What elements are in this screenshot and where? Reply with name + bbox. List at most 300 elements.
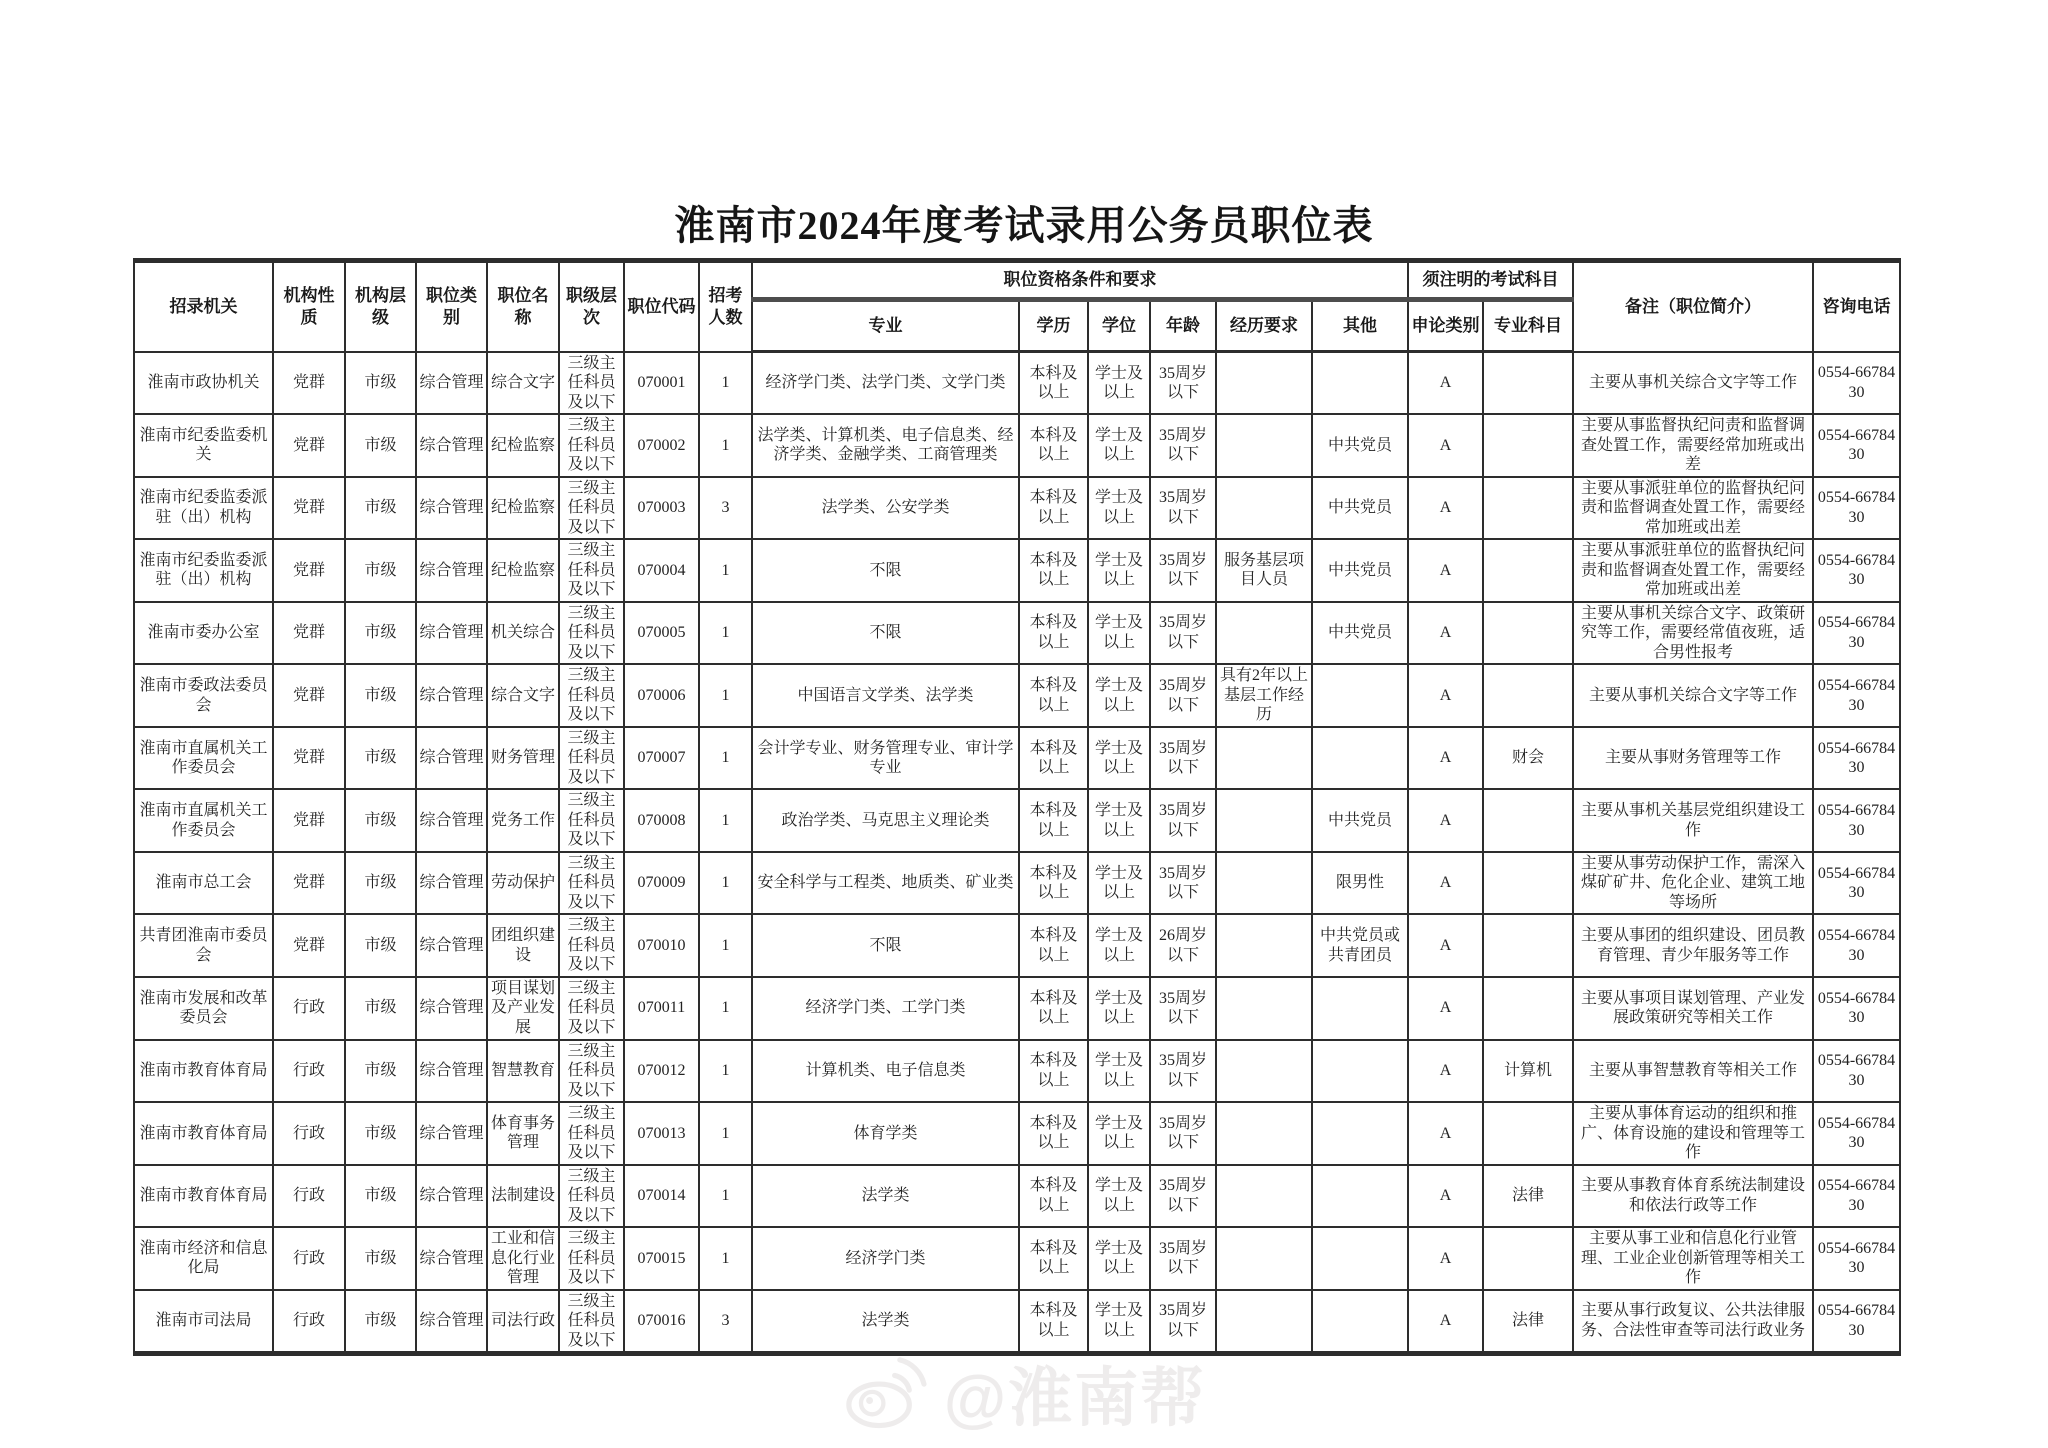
col-header-age: 年龄 <box>1150 300 1216 352</box>
cell-recruit-org: 淮南市教育体育局 <box>134 1165 273 1228</box>
cell-education: 本科及以上 <box>1019 977 1088 1040</box>
table-row <box>134 539 1900 602</box>
cell-professional-subject <box>1483 789 1573 852</box>
cell-phone: 0554-6678430 <box>1813 977 1900 1040</box>
cell-position-name: 综合文字 <box>487 664 559 727</box>
cell-position-name: 工业和信息化行业管理 <box>487 1227 559 1290</box>
cell-recruit-count: 1 <box>699 1165 752 1228</box>
col-header-org-nature: 机构性质 <box>273 261 345 352</box>
cell-recruit-count: 1 <box>699 539 752 602</box>
cell-degree: 学士及以上 <box>1088 852 1150 915</box>
cell-recruit-org: 淮南市委政法委员会 <box>134 664 273 727</box>
cell-position-name: 法制建设 <box>487 1165 559 1228</box>
cell-rank-level: 三级主任科员及以下 <box>559 1227 624 1290</box>
cell-phone: 0554-6678430 <box>1813 1290 1900 1354</box>
cell-major: 经济学门类、法学门类、文学门类 <box>752 352 1019 415</box>
col-header-experience: 经历要求 <box>1216 300 1312 352</box>
cell-position-category: 综合管理 <box>416 727 487 790</box>
cell-other <box>1312 727 1408 790</box>
cell-rank-level: 三级主任科员及以下 <box>559 539 624 602</box>
cell-org-level: 市级 <box>345 1102 416 1165</box>
cell-org-nature: 行政 <box>273 1040 345 1103</box>
cell-phone: 0554-6678430 <box>1813 602 1900 665</box>
cell-recruit-count: 1 <box>699 602 752 665</box>
cell-recruit-org: 淮南市总工会 <box>134 852 273 915</box>
cell-age: 35周岁以下 <box>1150 414 1216 477</box>
cell-org-level: 市级 <box>345 602 416 665</box>
cell-professional-subject: 法律 <box>1483 1165 1573 1228</box>
cell-position-category: 综合管理 <box>416 1165 487 1228</box>
cell-age: 35周岁以下 <box>1150 727 1216 790</box>
cell-experience <box>1216 414 1312 477</box>
cell-experience <box>1216 852 1312 915</box>
cell-other <box>1312 1290 1408 1354</box>
cell-remarks: 主要从事教育体育系统法制建设和依法行政等工作 <box>1573 1165 1813 1228</box>
cell-position-code: 070006 <box>624 664 699 727</box>
cell-other: 限男性 <box>1312 852 1408 915</box>
cell-major: 法学类 <box>752 1165 1019 1228</box>
cell-age: 35周岁以下 <box>1150 352 1216 415</box>
cell-degree: 学士及以上 <box>1088 539 1150 602</box>
cell-position-code: 070004 <box>624 539 699 602</box>
table-row <box>134 1102 1900 1165</box>
cell-degree: 学士及以上 <box>1088 1227 1150 1290</box>
cell-phone: 0554-6678430 <box>1813 477 1900 540</box>
cell-other: 中共党员 <box>1312 414 1408 477</box>
cell-recruit-count: 1 <box>699 414 752 477</box>
cell-recruit-count: 1 <box>699 1227 752 1290</box>
cell-essay-type: A <box>1408 1102 1483 1165</box>
cell-position-category: 综合管理 <box>416 852 487 915</box>
cell-education: 本科及以上 <box>1019 414 1088 477</box>
cell-position-name: 党务工作 <box>487 789 559 852</box>
cell-degree: 学士及以上 <box>1088 602 1150 665</box>
cell-org-level: 市级 <box>345 664 416 727</box>
cell-experience <box>1216 1290 1312 1354</box>
cell-professional-subject <box>1483 539 1573 602</box>
cell-position-code: 070005 <box>624 602 699 665</box>
cell-education: 本科及以上 <box>1019 1227 1088 1290</box>
cell-org-level: 市级 <box>345 1165 416 1228</box>
cell-position-code: 070010 <box>624 914 699 977</box>
cell-degree: 学士及以上 <box>1088 664 1150 727</box>
page-title: 淮南市2024年度考试录用公务员职位表 <box>674 203 1374 248</box>
cell-recruit-count: 1 <box>699 977 752 1040</box>
cell-other <box>1312 1165 1408 1228</box>
cell-position-name: 财务管理 <box>487 727 559 790</box>
cell-experience <box>1216 914 1312 977</box>
cell-remarks: 主要从事财务管理等工作 <box>1573 727 1813 790</box>
cell-major: 不限 <box>752 914 1019 977</box>
cell-experience <box>1216 727 1312 790</box>
cell-other <box>1312 664 1408 727</box>
cell-org-nature: 党群 <box>273 727 345 790</box>
cell-position-code: 070001 <box>624 352 699 415</box>
table-row <box>134 789 1900 852</box>
cell-position-category: 综合管理 <box>416 1102 487 1165</box>
cell-rank-level: 三级主任科员及以下 <box>559 789 624 852</box>
col-header-rank-level: 职级层次 <box>559 261 624 352</box>
cell-education: 本科及以上 <box>1019 727 1088 790</box>
cell-experience <box>1216 477 1312 540</box>
weibo-icon <box>842 1353 930 1434</box>
cell-rank-level: 三级主任科员及以下 <box>559 727 624 790</box>
cell-org-level: 市级 <box>345 414 416 477</box>
cell-org-nature: 行政 <box>273 1290 345 1354</box>
cell-major: 安全科学与工程类、地质类、矿业类 <box>752 852 1019 915</box>
cell-phone: 0554-6678430 <box>1813 727 1900 790</box>
cell-degree: 学士及以上 <box>1088 914 1150 977</box>
cell-org-nature: 党群 <box>273 664 345 727</box>
table-row <box>134 1227 1900 1290</box>
cell-position-code: 070003 <box>624 477 699 540</box>
cell-rank-level: 三级主任科员及以下 <box>559 977 624 1040</box>
cell-rank-level: 三级主任科员及以下 <box>559 1290 624 1354</box>
cell-position-name: 智慧教育 <box>487 1040 559 1103</box>
cell-professional-subject: 法律 <box>1483 1290 1573 1354</box>
cell-education: 本科及以上 <box>1019 789 1088 852</box>
cell-remarks: 主要从事体育运动的组织和推广、体育设施的建设和管理等工作 <box>1573 1102 1813 1165</box>
cell-experience <box>1216 789 1312 852</box>
cell-professional-subject <box>1483 477 1573 540</box>
cell-org-level: 市级 <box>345 352 416 415</box>
col-header-position-name: 职位名称 <box>487 261 559 352</box>
cell-position-category: 综合管理 <box>416 414 487 477</box>
cell-major: 政治学类、马克思主义理论类 <box>752 789 1019 852</box>
cell-remarks: 主要从事团的组织建设、团员教育管理、青少年服务等工作 <box>1573 914 1813 977</box>
cell-recruit-org: 淮南市经济和信息化局 <box>134 1227 273 1290</box>
cell-position-code: 070013 <box>624 1102 699 1165</box>
positions-table <box>133 258 1901 1356</box>
cell-degree: 学士及以上 <box>1088 352 1150 415</box>
col-header-remarks: 备注（职位简介） <box>1573 261 1813 352</box>
cell-recruit-org: 淮南市司法局 <box>134 1290 273 1354</box>
cell-other: 中共党员 <box>1312 789 1408 852</box>
cell-rank-level: 三级主任科员及以下 <box>559 414 624 477</box>
cell-degree: 学士及以上 <box>1088 414 1150 477</box>
cell-org-nature: 行政 <box>273 1102 345 1165</box>
cell-recruit-count: 1 <box>699 914 752 977</box>
watermark <box>0 1348 2048 1438</box>
cell-professional-subject <box>1483 1227 1573 1290</box>
cell-position-category: 综合管理 <box>416 1290 487 1354</box>
cell-professional-subject: 计算机 <box>1483 1040 1573 1103</box>
cell-recruit-org: 淮南市发展和改革委员会 <box>134 977 273 1040</box>
cell-remarks: 主要从事派驻单位的监督执纪问责和监督调查处置工作，需要经常加班或出差 <box>1573 477 1813 540</box>
cell-major: 法学类、公安学类 <box>752 477 1019 540</box>
cell-org-level: 市级 <box>345 1227 416 1290</box>
cell-essay-type: A <box>1408 539 1483 602</box>
cell-other: 中共党员 <box>1312 602 1408 665</box>
cell-degree: 学士及以上 <box>1088 1165 1150 1228</box>
cell-org-level: 市级 <box>345 977 416 1040</box>
cell-org-nature: 行政 <box>273 1165 345 1228</box>
cell-rank-level: 三级主任科员及以下 <box>559 1102 624 1165</box>
cell-major: 法学类、计算机类、电子信息类、经济学类、金融学类、工商管理类 <box>752 414 1019 477</box>
table-row <box>134 1040 1900 1103</box>
cell-education: 本科及以上 <box>1019 539 1088 602</box>
cell-position-code: 070011 <box>624 977 699 1040</box>
cell-phone: 0554-6678430 <box>1813 1102 1900 1165</box>
cell-position-category: 综合管理 <box>416 539 487 602</box>
cell-position-category: 综合管理 <box>416 602 487 665</box>
cell-essay-type: A <box>1408 727 1483 790</box>
group-header-qualifications: 职位资格条件和要求 <box>752 261 1408 300</box>
cell-org-nature: 党群 <box>273 852 345 915</box>
cell-position-code: 070016 <box>624 1290 699 1354</box>
cell-professional-subject <box>1483 852 1573 915</box>
col-header-other: 其他 <box>1312 300 1408 352</box>
cell-phone: 0554-6678430 <box>1813 414 1900 477</box>
cell-position-name: 机关综合 <box>487 602 559 665</box>
cell-major: 中国语言文学类、法学类 <box>752 664 1019 727</box>
cell-position-name: 体育事务管理 <box>487 1102 559 1165</box>
cell-rank-level: 三级主任科员及以下 <box>559 602 624 665</box>
cell-position-category: 综合管理 <box>416 352 487 415</box>
cell-professional-subject <box>1483 914 1573 977</box>
cell-recruit-org: 淮南市纪委监委派驻（出）机构 <box>134 539 273 602</box>
col-header-degree: 学位 <box>1088 300 1150 352</box>
cell-position-category: 综合管理 <box>416 977 487 1040</box>
cell-position-name: 综合文字 <box>487 352 559 415</box>
cell-phone: 0554-6678430 <box>1813 789 1900 852</box>
cell-phone: 0554-6678430 <box>1813 539 1900 602</box>
cell-essay-type: A <box>1408 1165 1483 1228</box>
cell-recruit-count: 1 <box>699 352 752 415</box>
cell-position-code: 070014 <box>624 1165 699 1228</box>
table-row <box>134 727 1900 790</box>
col-header-position-code: 职位代码 <box>624 261 699 352</box>
cell-other: 中共党员 <box>1312 477 1408 540</box>
cell-phone: 0554-6678430 <box>1813 1040 1900 1103</box>
col-header-phone: 咨询电话 <box>1813 261 1900 352</box>
cell-position-code: 070002 <box>624 414 699 477</box>
cell-major: 不限 <box>752 602 1019 665</box>
cell-age: 35周岁以下 <box>1150 477 1216 540</box>
table-row <box>134 664 1900 727</box>
cell-remarks: 主要从事劳动保护工作，需深入煤矿矿井、危化企业、建筑工地等场所 <box>1573 852 1813 915</box>
cell-major: 法学类 <box>752 1290 1019 1354</box>
cell-remarks: 主要从事机关综合文字等工作 <box>1573 664 1813 727</box>
cell-recruit-count: 3 <box>699 1290 752 1354</box>
cell-recruit-count: 1 <box>699 789 752 852</box>
cell-experience <box>1216 977 1312 1040</box>
table-row <box>134 914 1900 977</box>
cell-education: 本科及以上 <box>1019 352 1088 415</box>
cell-rank-level: 三级主任科员及以下 <box>559 1165 624 1228</box>
cell-org-level: 市级 <box>345 477 416 540</box>
cell-education: 本科及以上 <box>1019 664 1088 727</box>
cell-other <box>1312 1102 1408 1165</box>
cell-recruit-org: 淮南市委办公室 <box>134 602 273 665</box>
cell-degree: 学士及以上 <box>1088 1040 1150 1103</box>
cell-rank-level: 三级主任科员及以下 <box>559 664 624 727</box>
cell-recruit-org: 淮南市政协机关 <box>134 352 273 415</box>
cell-degree: 学士及以上 <box>1088 789 1150 852</box>
cell-other <box>1312 1227 1408 1290</box>
cell-remarks: 主要从事行政复议、公共法律服务、合法性审查等司法行政业务 <box>1573 1290 1813 1354</box>
cell-degree: 学士及以上 <box>1088 1290 1150 1354</box>
cell-recruit-org: 淮南市直属机关工作委员会 <box>134 789 273 852</box>
cell-education: 本科及以上 <box>1019 1290 1088 1354</box>
cell-recruit-org: 淮南市直属机关工作委员会 <box>134 727 273 790</box>
cell-degree: 学士及以上 <box>1088 1102 1150 1165</box>
cell-experience <box>1216 1165 1312 1228</box>
cell-professional-subject <box>1483 414 1573 477</box>
cell-age: 35周岁以下 <box>1150 1040 1216 1103</box>
cell-phone: 0554-6678430 <box>1813 664 1900 727</box>
cell-professional-subject <box>1483 352 1573 415</box>
table-row <box>134 977 1900 1040</box>
cell-professional-subject <box>1483 977 1573 1040</box>
cell-position-name: 劳动保护 <box>487 852 559 915</box>
cell-position-code: 070015 <box>624 1227 699 1290</box>
cell-experience <box>1216 1227 1312 1290</box>
col-header-org-level: 机构层级 <box>345 261 416 352</box>
cell-education: 本科及以上 <box>1019 914 1088 977</box>
cell-major: 计算机类、电子信息类 <box>752 1040 1019 1103</box>
table-row <box>134 1290 1900 1354</box>
cell-other <box>1312 1040 1408 1103</box>
cell-essay-type: A <box>1408 914 1483 977</box>
cell-recruit-org: 淮南市纪委监委机关 <box>134 414 273 477</box>
cell-position-category: 综合管理 <box>416 477 487 540</box>
col-header-recruit-count: 招考人数 <box>699 261 752 352</box>
cell-phone: 0554-6678430 <box>1813 852 1900 915</box>
cell-major: 经济学门类、工学门类 <box>752 977 1019 1040</box>
cell-phone: 0554-6678430 <box>1813 914 1900 977</box>
cell-org-level: 市级 <box>345 914 416 977</box>
cell-org-level: 市级 <box>345 789 416 852</box>
cell-essay-type: A <box>1408 414 1483 477</box>
cell-remarks: 主要从事工业和信息化行业管理、工业企业创新管理等相关工作 <box>1573 1227 1813 1290</box>
cell-rank-level: 三级主任科员及以下 <box>559 1040 624 1103</box>
cell-position-name: 司法行政 <box>487 1290 559 1354</box>
cell-education: 本科及以上 <box>1019 1040 1088 1103</box>
cell-recruit-count: 1 <box>699 1102 752 1165</box>
col-header-major: 专业 <box>752 300 1019 352</box>
cell-major: 体育学类 <box>752 1102 1019 1165</box>
cell-rank-level: 三级主任科员及以下 <box>559 352 624 415</box>
cell-position-name: 纪检监察 <box>487 414 559 477</box>
cell-position-category: 综合管理 <box>416 664 487 727</box>
cell-rank-level: 三级主任科员及以下 <box>559 477 624 540</box>
cell-major: 不限 <box>752 539 1019 602</box>
col-header-professional-subject: 专业科目 <box>1483 300 1573 352</box>
cell-degree: 学士及以上 <box>1088 977 1150 1040</box>
cell-other <box>1312 977 1408 1040</box>
cell-rank-level: 三级主任科员及以下 <box>559 852 624 915</box>
cell-recruit-count: 3 <box>699 477 752 540</box>
cell-org-nature: 党群 <box>273 602 345 665</box>
cell-phone: 0554-6678430 <box>1813 1227 1900 1290</box>
cell-recruit-count: 1 <box>699 1040 752 1103</box>
cell-age: 35周岁以下 <box>1150 664 1216 727</box>
cell-position-name: 团组织建设 <box>487 914 559 977</box>
cell-position-category: 综合管理 <box>416 1227 487 1290</box>
cell-recruit-count: 1 <box>699 664 752 727</box>
cell-age: 35周岁以下 <box>1150 1290 1216 1354</box>
cell-experience: 服务基层项目人员 <box>1216 539 1312 602</box>
cell-essay-type: A <box>1408 352 1483 415</box>
table-row <box>134 352 1900 415</box>
cell-remarks: 主要从事机关基层党组织建设工作 <box>1573 789 1813 852</box>
cell-org-level: 市级 <box>345 852 416 915</box>
cell-age: 26周岁以下 <box>1150 914 1216 977</box>
col-header-essay-type: 申论类别 <box>1408 300 1483 352</box>
cell-age: 35周岁以下 <box>1150 1227 1216 1290</box>
cell-age: 35周岁以下 <box>1150 789 1216 852</box>
cell-org-level: 市级 <box>345 1040 416 1103</box>
col-header-education: 学历 <box>1019 300 1088 352</box>
cell-recruit-org: 淮南市教育体育局 <box>134 1102 273 1165</box>
cell-phone: 0554-6678430 <box>1813 1165 1900 1228</box>
cell-degree: 学士及以上 <box>1088 477 1150 540</box>
cell-recruit-org: 淮南市纪委监委派驻（出）机构 <box>134 477 273 540</box>
cell-other: 中共党员 <box>1312 539 1408 602</box>
cell-essay-type: A <box>1408 1040 1483 1103</box>
cell-essay-type: A <box>1408 1290 1483 1354</box>
cell-experience <box>1216 1102 1312 1165</box>
cell-education: 本科及以上 <box>1019 852 1088 915</box>
cell-essay-type: A <box>1408 977 1483 1040</box>
cell-org-level: 市级 <box>345 727 416 790</box>
cell-other <box>1312 352 1408 415</box>
cell-remarks: 主要从事机关综合文字、政策研究等工作，需要经常值夜班，适合男性报考 <box>1573 602 1813 665</box>
cell-experience <box>1216 352 1312 415</box>
cell-org-nature: 行政 <box>273 1227 345 1290</box>
cell-experience <box>1216 602 1312 665</box>
cell-org-nature: 党群 <box>273 414 345 477</box>
table-row <box>134 414 1900 477</box>
cell-org-level: 市级 <box>345 539 416 602</box>
cell-professional-subject <box>1483 602 1573 665</box>
watermark-handle: @淮南帮 <box>943 1362 1207 1434</box>
cell-position-category: 综合管理 <box>416 914 487 977</box>
positions-table-body <box>134 352 1900 1354</box>
cell-position-code: 070009 <box>624 852 699 915</box>
cell-age: 35周岁以下 <box>1150 977 1216 1040</box>
group-header-exam-subjects: 须注明的考试科目 <box>1408 261 1573 300</box>
cell-experience <box>1216 1040 1312 1103</box>
cell-rank-level: 三级主任科员及以下 <box>559 914 624 977</box>
cell-position-category: 综合管理 <box>416 789 487 852</box>
cell-education: 本科及以上 <box>1019 602 1088 665</box>
cell-education: 本科及以上 <box>1019 477 1088 540</box>
cell-essay-type: A <box>1408 1227 1483 1290</box>
cell-org-nature: 党群 <box>273 477 345 540</box>
table-row <box>134 477 1900 540</box>
cell-position-code: 070007 <box>624 727 699 790</box>
col-header-recruit-org: 招录机关 <box>134 261 273 352</box>
cell-recruit-count: 1 <box>699 727 752 790</box>
cell-essay-type: A <box>1408 852 1483 915</box>
cell-recruit-count: 1 <box>699 852 752 915</box>
cell-position-name: 项目谋划及产业发展 <box>487 977 559 1040</box>
cell-other: 中共党员或共青团员 <box>1312 914 1408 977</box>
cell-essay-type: A <box>1408 602 1483 665</box>
cell-major: 经济学门类 <box>752 1227 1019 1290</box>
cell-essay-type: A <box>1408 664 1483 727</box>
cell-org-nature: 党群 <box>273 539 345 602</box>
cell-age: 35周岁以下 <box>1150 1165 1216 1228</box>
cell-essay-type: A <box>1408 789 1483 852</box>
cell-org-nature: 党群 <box>273 789 345 852</box>
cell-remarks: 主要从事智慧教育等相关工作 <box>1573 1040 1813 1103</box>
cell-recruit-org: 共青团淮南市委员会 <box>134 914 273 977</box>
cell-org-nature: 党群 <box>273 914 345 977</box>
cell-org-nature: 行政 <box>273 977 345 1040</box>
